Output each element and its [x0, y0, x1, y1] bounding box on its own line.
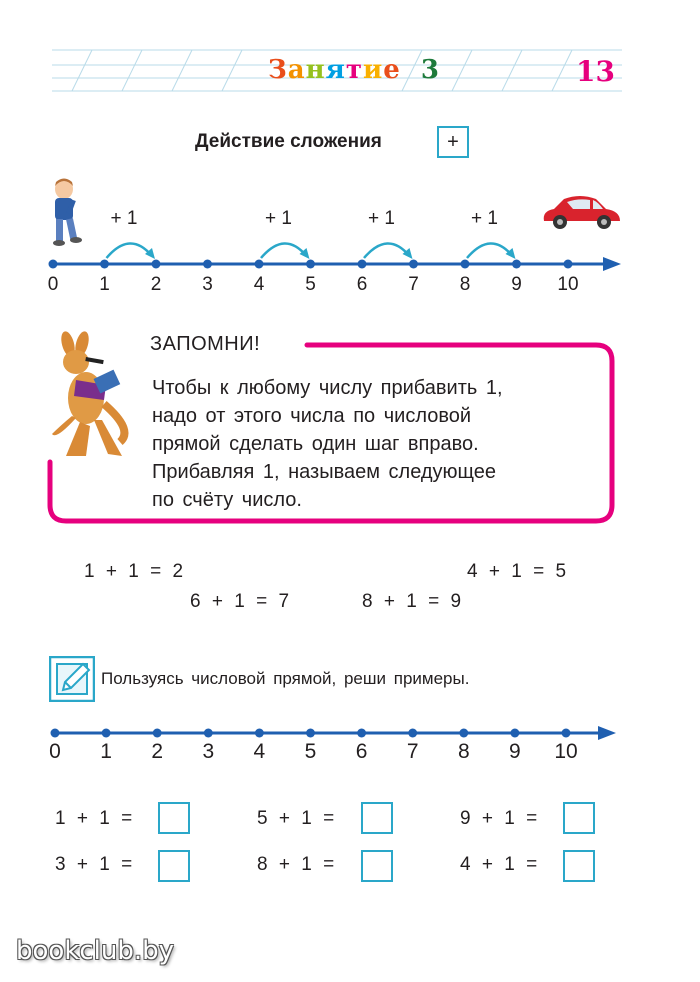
tick-label: 1 — [100, 740, 112, 763]
number-line-point — [459, 729, 468, 738]
watermark: bookclub.by — [16, 936, 175, 966]
lesson-letter: я — [325, 55, 346, 85]
lesson-letter: е — [383, 55, 401, 85]
tick-label: 2 — [150, 274, 162, 295]
section-title: Действие сложения — [195, 131, 382, 152]
exercise-equation: 5 + 1 = — [257, 808, 335, 829]
lesson-letter: З — [268, 55, 288, 85]
number-line-point — [153, 729, 162, 738]
example-equation: 8 + 1 = 9 — [362, 591, 462, 612]
tick-label: 4 — [253, 740, 266, 763]
memo-line: Прибавляя 1, называем следующее — [152, 461, 497, 483]
axis-arrow-icon — [598, 726, 616, 740]
page-number: 13 — [576, 55, 615, 88]
exercise-equation: 3 + 1 = — [55, 854, 133, 875]
tick-label: 10 — [557, 274, 579, 295]
exercise-equation: 4 + 1 = — [460, 854, 538, 875]
lesson-letter: н — [305, 55, 326, 85]
tick-label: 4 — [253, 274, 265, 295]
number-line-point — [255, 729, 264, 738]
tick-label: 8 — [457, 740, 470, 763]
tick-label: 6 — [356, 274, 368, 295]
tick-label: 2 — [151, 740, 164, 763]
tick-label: 9 — [511, 274, 522, 295]
exercise-equation: 8 + 1 = — [257, 854, 335, 875]
answer-box[interactable] — [563, 850, 595, 882]
exercise-equation: 1 + 1 = — [55, 808, 133, 829]
number-line-point — [204, 729, 213, 738]
memo-line: надо от этого числа по числовой — [152, 405, 472, 427]
number-line-point — [357, 729, 366, 738]
memo-line: Чтобы к любому числу прибавить 1, — [152, 377, 503, 399]
tick-label: 0 — [49, 740, 61, 763]
tick-label: 7 — [406, 740, 419, 763]
plus-one-label: + 1 — [110, 208, 138, 229]
tick-label: 1 — [99, 274, 110, 295]
example-equation: 4 + 1 = 5 — [467, 561, 567, 582]
number-line-point — [102, 729, 111, 738]
plus-one-label: + 1 — [471, 208, 498, 229]
answer-box[interactable] — [563, 802, 595, 834]
tick-label: 7 — [408, 274, 419, 295]
number-line-point — [306, 729, 315, 738]
number-line-point — [51, 729, 60, 738]
tick-label: 9 — [509, 740, 521, 763]
tick-label: 3 — [202, 740, 215, 763]
number-line-point — [408, 729, 417, 738]
example-equation: 6 + 1 = 7 — [190, 591, 290, 612]
plus-one-label: + 1 — [265, 208, 292, 229]
tick-label: 0 — [47, 274, 59, 295]
tick-label: 6 — [355, 740, 368, 763]
lesson-letter: и — [363, 55, 384, 85]
lesson-letter: а — [287, 55, 306, 85]
answer-box[interactable] — [158, 850, 190, 882]
memo-line: прямой сделать один шаг вправо. — [152, 433, 479, 455]
tick-label: 8 — [459, 274, 471, 295]
memo-line: по счёту число. — [152, 489, 302, 511]
example-equation: 1 + 1 = 2 — [84, 561, 184, 582]
plus-symbol-box: + — [437, 126, 469, 158]
tick-label: 5 — [305, 274, 316, 295]
answer-box[interactable] — [158, 802, 190, 834]
number-line-point — [510, 729, 519, 738]
lesson-letter: т — [345, 55, 363, 85]
plus-one-label: + 1 — [368, 208, 395, 229]
answer-box[interactable] — [361, 802, 393, 834]
lesson-number: 3 — [420, 55, 440, 85]
tick-label: 5 — [304, 740, 317, 763]
tick-label: 10 — [554, 740, 578, 763]
exercise-equation: 9 + 1 = — [460, 808, 538, 829]
task-instruction: Пользуясь числовой прямой, реши примеры. — [101, 669, 470, 688]
number-line-point — [562, 729, 571, 738]
memo-title: ЗАПОМНИ! — [150, 333, 261, 355]
answer-box[interactable] — [361, 850, 393, 882]
tick-label: 3 — [202, 274, 213, 295]
